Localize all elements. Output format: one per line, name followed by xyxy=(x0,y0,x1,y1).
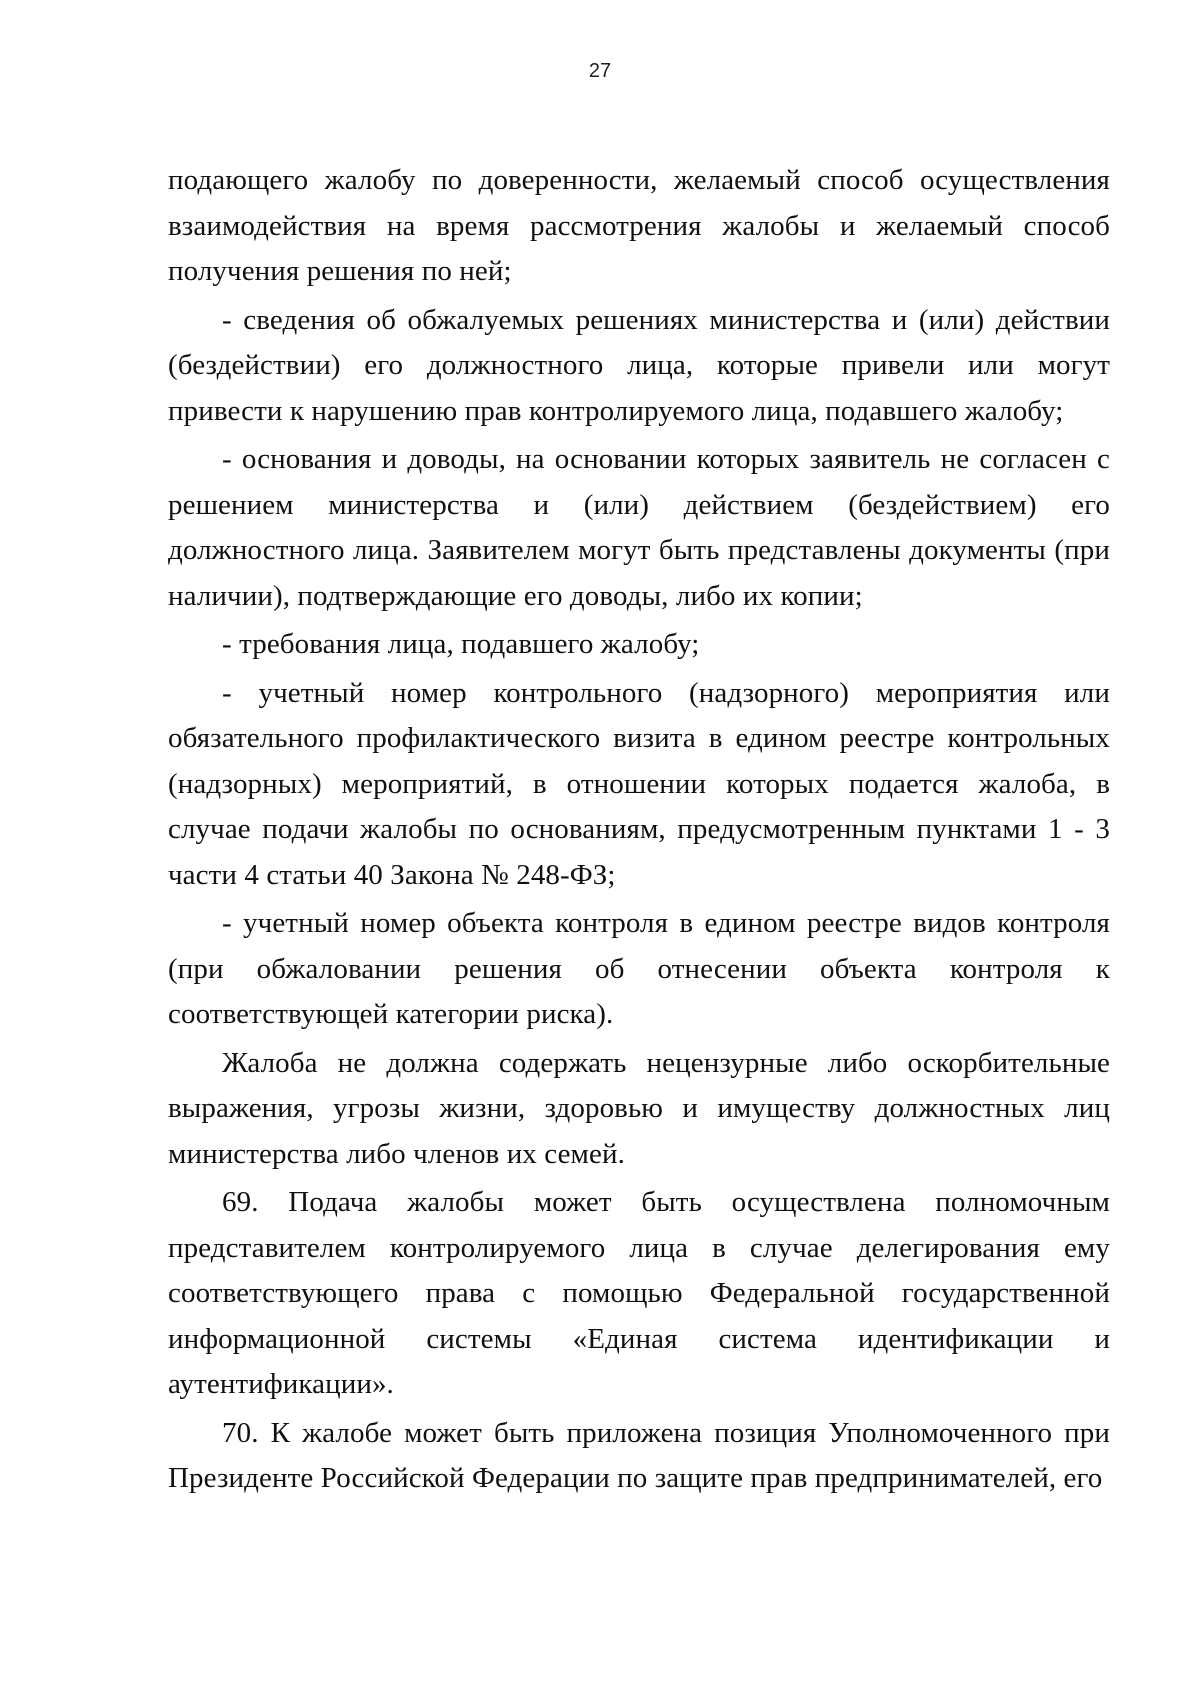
paragraph-grounds: - основания и доводы, на основании которых заявитель не согласен с решением министерства и (или) действием (бездействием) его должностного лица. Заявителем могут быть представлены документы (при наличии), подтверждающие его доводы, либо их копии; xyxy=(168,443,1110,612)
paragraph-item-69: 69. Подача жалобы может быть осуществлена полномочным представителем контролируемого лица в случае делегирования ему соответствующего права с помощью Федеральной государственной информационной системы «Единая система идентификации и аутентификации». xyxy=(168,1186,1110,1400)
paragraph-continuation: подающего жалобу по доверенности, желаемый способ осуществления взаимодействия на время рассмотрения жалобы и желаемый способ получения решения по ней; xyxy=(168,164,1110,287)
document-body xyxy=(168,158,1110,1505)
paragraph-item-70: 70. К жалобе может быть приложена позиция Уполномоченного при Президенте Российской Федерации по защите прав предпринимателей, его xyxy=(168,1416,1110,1494)
paragraph-no-obscene: Жалоба не должна содержать нецензурные либо оскорбительные выражения, угрозы жизни, здоровью и имуществу должностных лиц министерства либо членов их семей. xyxy=(168,1046,1110,1170)
paragraph-requirements: - требования лица, подавшего жалобу; xyxy=(222,628,700,660)
paragraph-registry-number: - учетный номер контрольного (надзорного) мероприятия или обязательного профилактического визита в едином реестре контрольных (надзорных) мероприятий, в отношении которых подается жалоба, в случае подачи жалобы по основаниям, предусмотренным пунктами 1 - 3 части 4 статьи 40 Закона № 248-ФЗ; xyxy=(168,676,1110,891)
page-number: 27 xyxy=(588,60,612,82)
paragraph-appealed-decisions: - сведения об обжалуемых решениях министерства и (или) действии (бездействии) его должностного лица, которые привели или могут привести к нарушению прав контролируемого лица, подавшего жалобу; xyxy=(168,303,1110,427)
paragraph-object-number: - учетный номер объекта контроля в едином реестре видов контроля (при обжаловании решения об отнесении объекта контроля к соответствующей категории риска). xyxy=(168,907,1110,1030)
